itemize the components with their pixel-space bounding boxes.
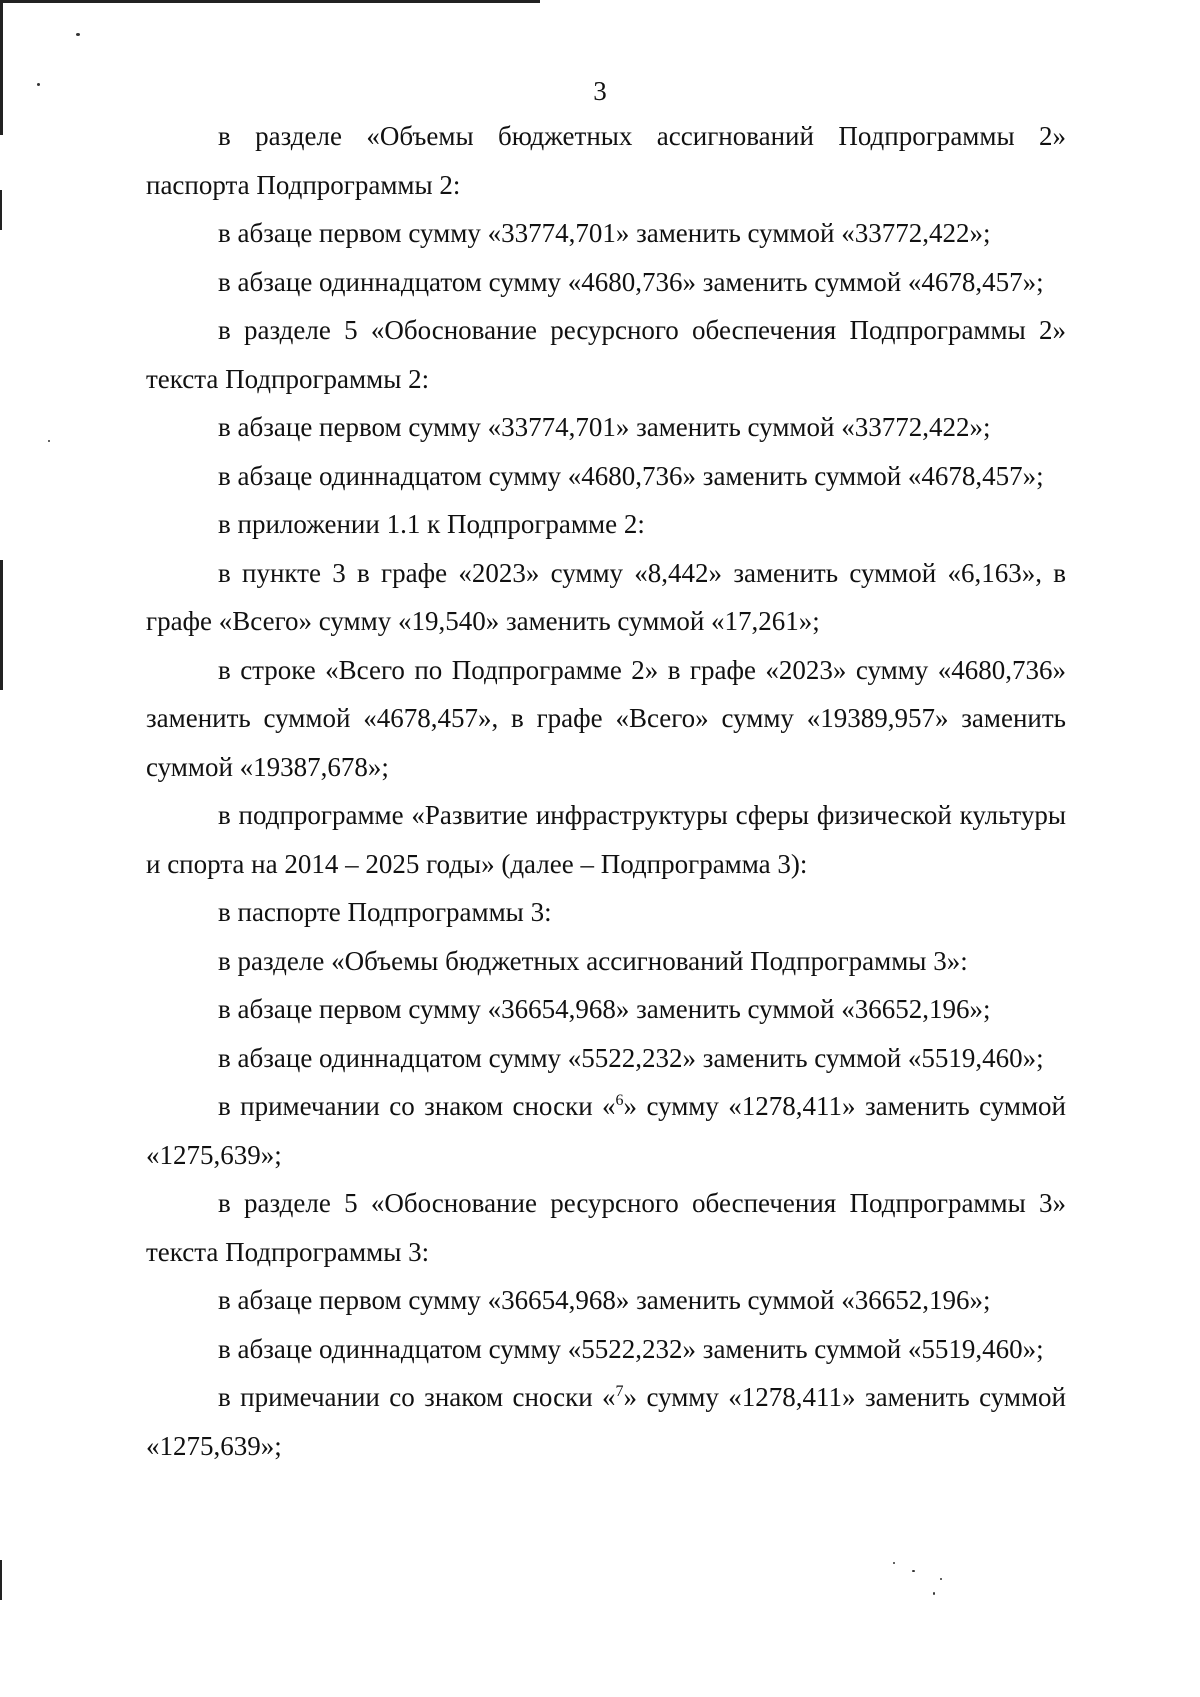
paragraph: в разделе «Объемы бюджетных ассигнований Подпрограммы 3»: — [218, 945, 968, 976]
footnote-marker: 7 — [615, 1383, 624, 1400]
scan-speck — [940, 1578, 942, 1580]
paragraph: в разделе «Объемы бюджетных ассигнований Подпрограммы 2» паспорта Подпрограммы 2: — [146, 121, 1066, 200]
scan-border-left — [0, 1560, 2, 1600]
scan-speck — [933, 1592, 935, 1595]
paragraph: в разделе 5 «Обоснование ресурсного обеспечения Подпрограммы 2» текста Подпрограммы 2: — [146, 315, 1066, 394]
scan-border-left — [0, 560, 3, 690]
paragraph: в разделе 5 «Обоснование ресурсного обеспечения Подпрограммы 3» текста Подпрограммы 3: — [146, 1188, 1066, 1267]
paragraph: в абзаце одиннадцатом сумму «5522,232» заменить суммой «5519,460»; — [218, 1333, 1044, 1364]
paragraph: в абзаце одиннадцатом сумму «5522,232» заменить суммой «5519,460»; — [218, 1042, 1044, 1073]
footnote-marker: 6 — [615, 1092, 624, 1109]
paragraph: в абзаце одиннадцатом сумму «4680,736» заменить суммой «4678,457»; — [218, 266, 1044, 297]
paragraph: в строке «Всего по Подпрограмме 2» в графе «2023» сумму «4680,736» заменить суммой «4678,457», в графе «Всего» сумму «19389,957» заменить суммой «19387,678»; — [146, 654, 1066, 782]
scan-speck — [893, 1562, 895, 1564]
paragraph: в абзаце первом сумму «33774,701» заменить суммой «33772,422»; — [218, 412, 991, 442]
paragraph: в абзаце одиннадцатом сумму «4680,736» заменить суммой «4678,457»; — [218, 460, 1044, 491]
document-body — [146, 112, 1066, 1470]
paragraph: в пункте 3 в графе «2023» сумму «8,442» заменить суммой «6,163», в графе «Всего» сумму «19,540» заменить суммой «17,261»; — [146, 557, 1066, 636]
paragraph: в паспорте Подпрограммы 3: — [218, 897, 552, 927]
page-number: 3 — [593, 76, 607, 106]
paragraph: в подпрограмме «Развитие инфраструктуры сферы физической культуры и спорта на 2014 – 2025 годы» (далее – Подпрограмма 3): — [146, 800, 1066, 879]
paragraph — [146, 1082, 1066, 1179]
paragraph — [146, 1373, 1066, 1470]
scan-speck — [76, 33, 80, 36]
scan-border-top — [0, 0, 540, 3]
paragraph-text: » сумму «1278,411» заменить суммой «1275,639»; — [146, 1382, 1066, 1461]
scan-border-left — [0, 0, 3, 135]
paragraph: в приложении 1.1 к Подпрограмме 2: — [218, 509, 645, 539]
paragraph-text: » сумму «1278,411» заменить суммой «1275,639»; — [146, 1091, 1066, 1170]
scan-speck — [912, 1570, 915, 1572]
paragraph-text: в примечании со знаком сноски « — [218, 1091, 616, 1121]
paragraph: в абзаце первом сумму «36654,968» заменить суммой «36652,196»; — [218, 1285, 991, 1315]
paragraph: в абзаце первом сумму «36654,968» заменить суммой «36652,196»; — [218, 994, 991, 1024]
paragraph-text: в примечании со знаком сноски « — [218, 1382, 616, 1412]
scan-border-left — [0, 190, 2, 230]
paragraph: в абзаце первом сумму «33774,701» заменить суммой «33772,422»; — [218, 218, 991, 248]
scan-speck — [48, 440, 50, 442]
